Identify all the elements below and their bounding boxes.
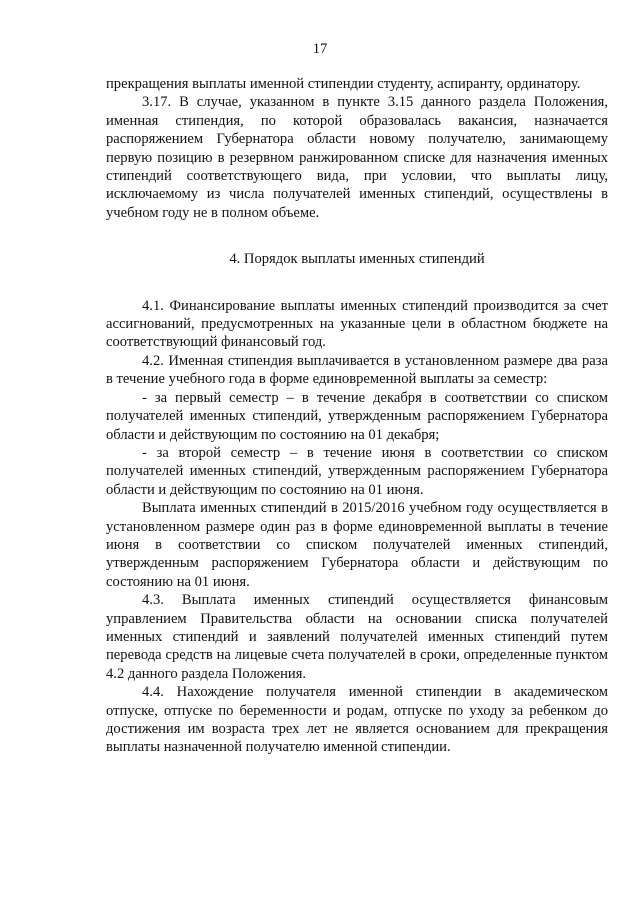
paragraph-3-17: 3.17. В случае, указанном в пункте 3.15 данного раздела Положения, именная стипендия, по которой образовалась вакансия, назначается распоряжением Губернатора области новому получателю, занимающему первую позицию в резервном ранжированном списке для назначения именных стипендий соответствующего вида, при условии, что выплаты лицу, исключаемому из числа получателей именных стипендий, осуществлены в учебном году не в полном объеме. [106, 94, 608, 221]
paragraph-continuation: прекращения выплаты именной стипендии студенту, аспиранту, ординатору. [106, 76, 581, 92]
paragraph-4-4: 4.4. Нахождение получателя именной стипендии в академическом отпуске, отпуске по беременности и родам, отпуске по уходу за ребенком до достижения им возраста трех лет не является основанием для прекращения выплаты назначенной получателю именной стипендии. [106, 684, 608, 756]
paragraph-4-1: 4.1. Финансирование выплаты именных стипендий производится за счет ассигнований, предусмотренных на указанные цели в областном бюджете на соответствующий финансовый год. [106, 297, 608, 351]
page-number: 17 [312, 41, 328, 57]
document-body [106, 75, 608, 757]
paragraph-4-2: 4.2. Именная стипендия выплачивается в установленном размере два раза в течение учебного года в форме единовременной выплаты за семестр: [106, 352, 608, 388]
section-heading: 4. Порядок выплаты именных стипендий [229, 251, 485, 268]
paragraph-2015-2016: Выплата именных стипендий в 2015/2016 учебном году осуществляется в установленном размере один раз в форме единовременной выплаты в течение июня в соответствии со списком получателей именных стипендий, утвержденным распоряжением Губернатора области и действующим по состоянию на 01 июня. [106, 500, 608, 590]
paragraph-first-semester: - за первый семестр – в течение декабря в соответствии со списком получателей именных стипендий, утвержденным распоряжением Губернатора области и действующим по состоянию на 01 декабря; [106, 389, 608, 443]
paragraph-4-3: 4.3. Выплата именных стипендий осуществляется финансовым управлением Правительства области на основании списка получателей именных стипендий и заявлений получателей именных стипендий путем перевода средств на лицевые счета получателей в сроки, определенные пунктом 4.2 данного раздела Положения. [106, 592, 608, 682]
paragraph-second-semester: - за второй семестр – в течение июня в соответствии со списком получателей именных стипендий, утвержденным распоряжением Губернатора области и действующим по состоянию на 01 июня. [106, 444, 608, 498]
